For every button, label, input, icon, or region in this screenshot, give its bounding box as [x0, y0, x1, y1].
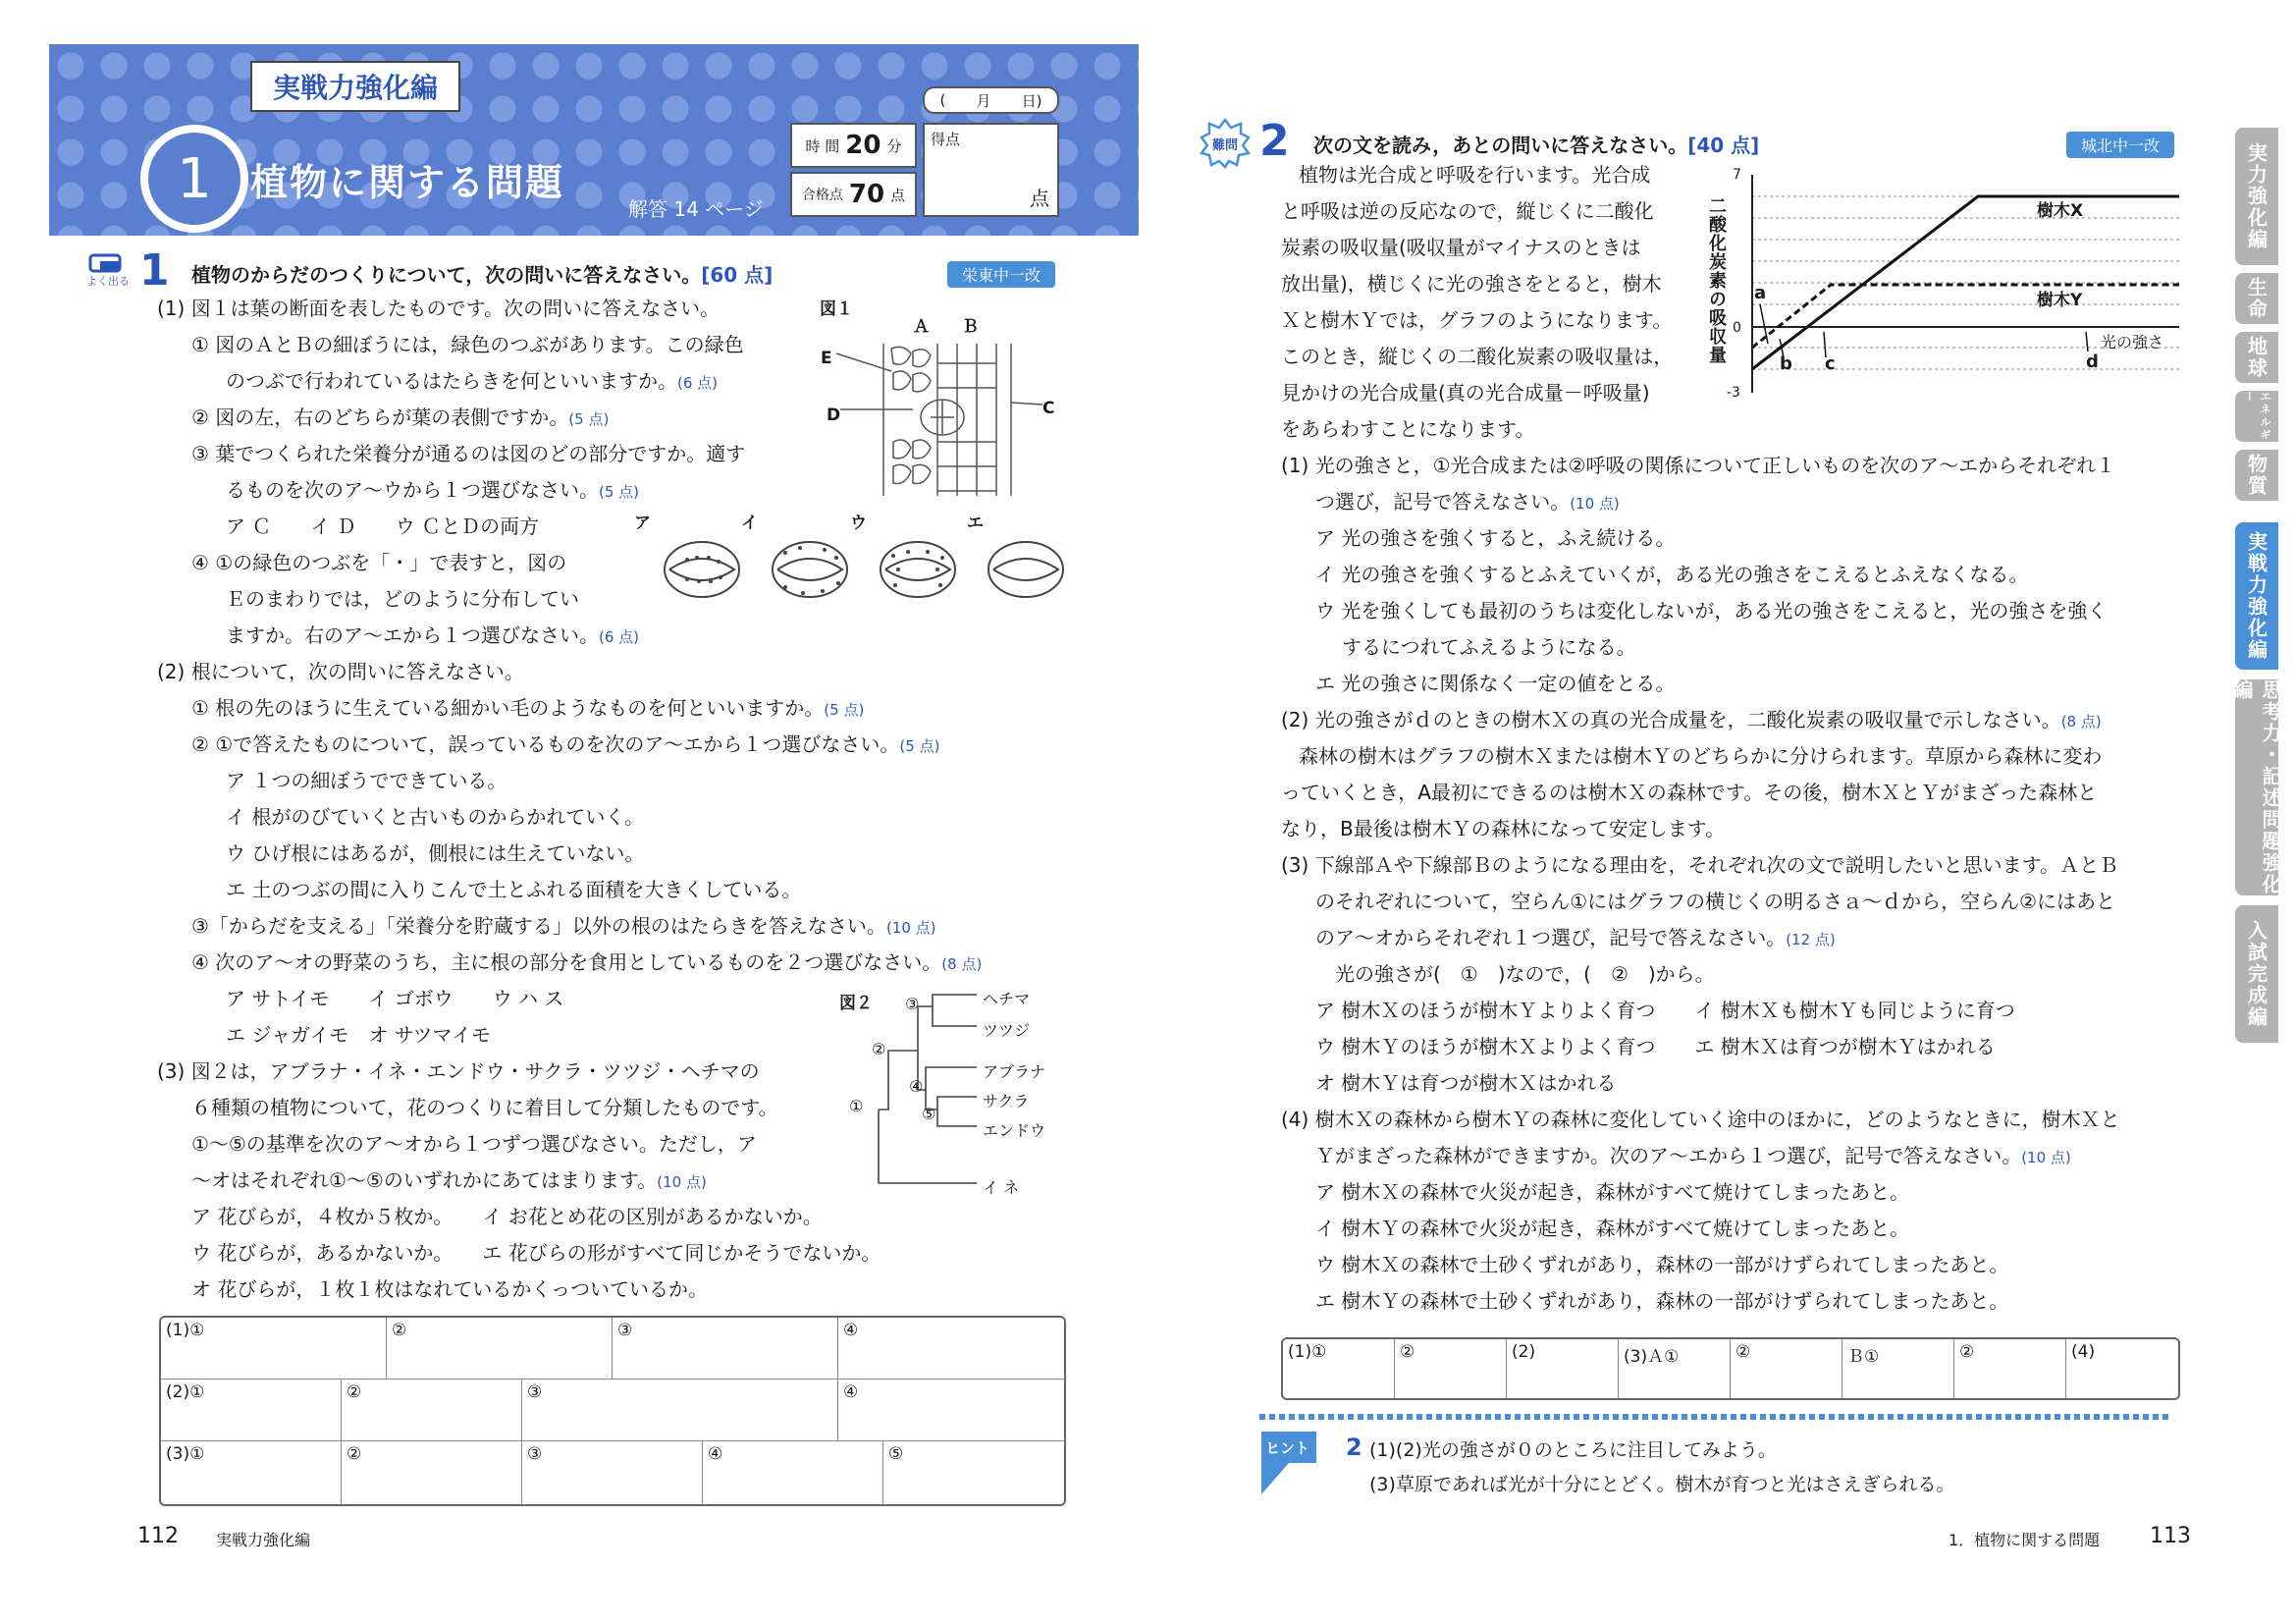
frequent-badge	[86, 253, 130, 289]
choice-u-label: ウ	[850, 514, 867, 533]
q1-line-7: ④ ①の緑色のつぶを「・」で表すと，図の	[191, 551, 567, 574]
graph-xlabel: 光の強さ	[2101, 333, 2164, 352]
q2-line-8: 森林の樹木はグラフの樹木Ｘまたは樹木Ｙのどちらかに分けられます。草原から森林に変わ	[1299, 744, 2103, 768]
q1-line-5-text: るものを次のア～ウから１つ選びなさい。	[226, 478, 599, 502]
q1-line-18-points: (8 点)	[941, 955, 983, 973]
figure-1-A: Ａ	[913, 317, 930, 337]
q1-line-4: ③ 葉でつくられた栄養分が通るのは図のどの部分ですか。適す	[191, 442, 746, 465]
q1-line-22: ６種類の植物について，花のつくりに着目して分類したものです。	[191, 1096, 778, 1119]
q2-line-0: (1) 光の強さと，①光合成または②呼吸の関係について正しいものを次のア～エからそれぞれ１	[1281, 454, 2116, 477]
question-1-source: 栄東中一改	[947, 261, 1055, 288]
q1-line-16: エ 土のつぶの間に入りこんで土とふれる面積を大きくしている。	[226, 878, 802, 901]
question-1-number: 1	[139, 245, 170, 296]
q1-line-17-points: (10 点)	[885, 919, 936, 937]
q2-line-15: ア 樹木Ｘのほうが樹木Ｙよりよく育つ イ 樹木Ｘも樹木Ｙも同じように育つ	[1315, 999, 2015, 1022]
q2-line-12: のそれぞれについて，空らん①にはグラフの横じくの明るさａ～ｄから，空らん②にはあと	[1315, 890, 2116, 913]
question-2-title-text: 次の文を読み，あとの問いに答えなさい。	[1313, 134, 1688, 157]
figure-2-tree	[839, 987, 1075, 1198]
answer-cell[interactable]: ②	[1395, 1339, 1507, 1398]
pass-label: 合格点	[801, 188, 843, 203]
q2-line-7-points: (8 点)	[2060, 713, 2102, 731]
answer-cell[interactable]: ②	[387, 1318, 613, 1380]
graph-series-x: 樹木X	[2037, 201, 2084, 221]
score-unit: 点	[1030, 187, 1049, 210]
answer-cell[interactable]: ③	[522, 1441, 703, 1504]
pass-value: 70	[848, 180, 885, 209]
q2-line-14: 光の強さが( ① )なので，( ② )から。	[1335, 962, 1715, 986]
tree-leaf-hechima: ヘチマ	[983, 990, 1031, 1008]
figure-1-B: Ｂ	[962, 317, 979, 337]
answer-cell[interactable]: (1)①	[161, 1318, 387, 1380]
q1-line-14: イ 根がのびていくと古いものからかれていく。	[226, 805, 644, 829]
right-page-number: 113	[2150, 1524, 2191, 1548]
q1-line-1: ① 図のＡとＢの細ぼうには，緑色のつぶがあります。この緑色	[191, 333, 744, 356]
q1-line-24-points: (10 点)	[657, 1173, 707, 1191]
q1-line-24-text: ～オはそれぞれ①～⑤のいずれかにあてはまります。	[191, 1168, 658, 1192]
hint-label: ヒント	[1265, 1439, 1310, 1457]
question-2-title	[1313, 130, 1759, 158]
q1-line-27: オ 花びらが，１枚１枚はなれているかくっついているか。	[191, 1277, 708, 1301]
q1-line-12-text: ② ①で答えたものについて，誤っているものを次のア～エから１つ選びなさい。	[191, 732, 900, 756]
question-2-points: [40 点]	[1687, 134, 1760, 157]
q1-line-9-points: (6 点)	[599, 628, 640, 646]
figure-1-leaf-section	[815, 295, 1070, 511]
q2-intro-0: 植物は光合成と呼吸を行います。光合成	[1299, 163, 1651, 187]
q1-line-3-text: ② 図の左，右のどちらが葉の表側ですか。	[191, 406, 569, 429]
q1-line-15: ウ ひげ根にはあるが，側根には生えていない。	[226, 841, 645, 865]
tree-leaf-ine: イ ネ	[983, 1178, 1020, 1197]
q2-intro-2: 炭素の吸収量(吸収量がマイナスのときは	[1281, 236, 1641, 259]
tree-leaf-aburana: アブラナ	[983, 1062, 1046, 1081]
tree-leaf-tsutsuji: ツツジ	[983, 1021, 1031, 1040]
q2-line-13	[1315, 920, 1836, 958]
q2-line-19-points: (10 点)	[2021, 1149, 2071, 1166]
graph-ylabel: 二酸化炭素の吸収量	[1706, 196, 1727, 364]
q2-intro-4: Ｘと樹木Ｙでは，グラフのようになります。	[1281, 308, 1673, 332]
q1-line-20: エ ジャガイモ オ サツマイモ	[226, 1023, 492, 1047]
time-value: 20	[845, 131, 881, 160]
difficult-badge	[1200, 118, 1251, 169]
right-footer-title: 1．植物に関する問題	[1949, 1531, 2101, 1549]
time-label: 時 間	[805, 136, 840, 155]
date-field[interactable]	[923, 86, 1059, 114]
hint-dotted-rule	[1259, 1414, 2172, 1420]
answer-cell[interactable]: ③	[522, 1380, 838, 1441]
hint-line-1: (1)(2)光の強さが０のところに注目してみよう。	[1369, 1439, 1777, 1461]
answer-cell[interactable]: ⑤	[888, 1444, 904, 1464]
tree-node-2: ②	[872, 1040, 886, 1058]
choice-e-label: エ	[967, 514, 984, 533]
q1-line-3	[191, 400, 609, 438]
unit-title: 植物に関する問題	[250, 161, 565, 204]
q1-line-6: ア Ｃ イ Ｄ ウ ＣとＤの両方	[226, 514, 540, 538]
question-1-answer-table	[159, 1316, 1066, 1506]
q1-line-5	[226, 472, 639, 511]
stoma-choices	[628, 509, 1070, 617]
tree-leaf-endou: エンドウ	[983, 1121, 1046, 1140]
side-tab-jissenryoku[interactable]: 実戦力強化編	[2235, 522, 2278, 670]
q1-line-0: (1) 図１は葉の断面を表したものです。次の問いに答えなさい。	[157, 297, 721, 320]
figure-1-D: D	[827, 406, 841, 425]
q2-line-1	[1315, 484, 1620, 522]
q2-line-16: ウ 樹木Ｙのほうが樹木Ｘよりよく育つ エ 樹木Ｘは育つが樹木Ｙはかれる	[1315, 1035, 1996, 1058]
score-field[interactable]	[923, 123, 1059, 217]
answer-cell[interactable]: ③	[613, 1318, 838, 1380]
time-unit: 分	[886, 136, 902, 155]
graph-mark-d: d	[2086, 352, 2099, 372]
q1-line-12-points: (5 点)	[899, 737, 940, 755]
q1-line-23: ①～⑤の基準を次のア～オから１つずつ選びなさい。ただし，ア	[191, 1132, 757, 1156]
pass-unit: 点	[890, 186, 906, 204]
answer-page-ref: 解答 14 ページ	[628, 197, 764, 221]
q1-line-11	[191, 690, 864, 729]
graph-y-bottom: -3	[1727, 385, 1740, 401]
choice-i-label: イ	[741, 514, 758, 533]
q1-line-18-text: ④ 次のア～オの野菜のうち，主に根の部分を食用としているものを２つ選びなさい。	[191, 950, 942, 974]
question-1-points: [60 点]	[701, 263, 774, 287]
q2-line-2: ア 光の強さを強くすると，ふえ続ける。	[1315, 526, 1676, 550]
q1-line-2	[226, 363, 718, 402]
side-tab-nyushi[interactable]: 入試完成編	[2235, 905, 2278, 1043]
q2-line-17: オ 樹木Ｙは育つが樹木Ｘはかれる	[1315, 1071, 1617, 1095]
q1-line-19: ア サトイモ イ ゴボウ ウ ハ ス	[226, 987, 564, 1010]
question-1-title	[191, 259, 773, 288]
tree-lines	[839, 987, 1075, 1198]
side-tab-busshitsu[interactable]: 物質	[2235, 450, 2278, 501]
co2-absorption-graph	[1703, 167, 2184, 403]
choice-a-label: ア	[634, 514, 651, 533]
q2-intro-7: をあらわすことになります。	[1281, 417, 1535, 441]
passing-score-box	[790, 172, 917, 217]
answer-cell[interactable]: ④	[838, 1380, 1064, 1441]
q2-line-19-text: Ｙがまざった森林ができますか。次のア～エから１つ選び，記号で答えなさい。	[1315, 1144, 2022, 1167]
q1-line-5-points: (5 点)	[599, 483, 640, 501]
q2-intro-6: 見かけの光合成量(真の光合成量－呼吸量)	[1281, 381, 1650, 405]
leaf-section-drawing	[815, 295, 1070, 511]
q2-intro-3: 放出量)，横じくに光の強さをとると，樹木	[1281, 272, 1662, 296]
left-footer-title: 実戦力強化編	[216, 1531, 311, 1549]
answer-cell[interactable]: ②	[1954, 1339, 2066, 1398]
tree-leaf-sakura: サクラ	[983, 1092, 1030, 1110]
time-limit-box	[790, 123, 917, 168]
q1-line-21: (3) 図２は，アブラナ・イネ・エンドウ・サクラ・ツツジ・ヘチマの	[157, 1059, 760, 1083]
answer-cell[interactable]: (2)①	[161, 1380, 342, 1441]
q2-line-10: なり，B最後は樹木Ｙの森林になって安定します。	[1281, 817, 1726, 840]
q1-line-24	[191, 1163, 707, 1201]
stoma-drawings	[628, 509, 1070, 617]
difficult-badge-label: 難問	[1211, 138, 1238, 153]
q1-line-10: (2) 根について，次の問いに答えなさい。	[157, 660, 524, 683]
q1-line-18	[191, 945, 982, 983]
answer-cell[interactable]: (4)	[2071, 1342, 2096, 1362]
question-2-number: 2	[1259, 116, 1290, 166]
question-1-title-text: 植物のからだのつくりについて，次の問いに答えなさい。	[191, 263, 702, 287]
q1-line-17-text: ③「からだを支える」「栄養分を貯蔵する」以外の根のはたらきを答えなさい。	[191, 914, 886, 938]
q2-line-9: っていくとき，A最初にできるのは樹木Ｘの森林です。その後，樹木ＸとＹがまざった森林と	[1281, 781, 2098, 804]
q2-line-18: (4) 樹木Ｘの森林から樹木Ｙの森林に変化していく途中のほかに，どのようなときに，樹木Ｘと	[1281, 1108, 2120, 1131]
q1-line-9	[226, 618, 639, 656]
date-open: (	[939, 91, 946, 109]
q2-line-3: イ 光の強さを強くするとふえていくが，ある光の強さをこえるとふえなくなる。	[1315, 563, 2029, 586]
q1-line-13: ア １つの細ぼうでできている。	[226, 769, 507, 792]
q2-line-22: ウ 樹木Ｘの森林で土砂くずれがあり，森林の一部がけずられてしまったあと。	[1315, 1253, 2009, 1276]
q2-line-1-points: (10 点)	[1570, 495, 1620, 513]
q1-line-11-points: (5 点)	[824, 701, 865, 719]
graph-series-y: 樹木Y	[2037, 291, 2083, 310]
figure-1-C: C	[1042, 399, 1055, 418]
tree-node-1: ①	[849, 1097, 864, 1115]
q2-line-7	[1281, 702, 2102, 740]
graph-y-zero: 0	[1733, 320, 1741, 336]
tree-node-5: ⑤	[922, 1105, 936, 1123]
date-month: 月	[976, 91, 991, 110]
q1-line-25: ア 花びらが，４枚か５枚か。 イ お花とめ花の区別があるかないか。	[191, 1205, 823, 1228]
hint-number: 2	[1346, 1434, 1362, 1461]
q1-line-9-text: ますか。右のア～エから１つ選びなさい。	[226, 623, 599, 647]
graph-mark-c: c	[1825, 353, 1836, 374]
q2-intro-1: と呼吸は逆の反応なので，縦じくに二酸化	[1281, 199, 1654, 223]
question-2-answer-table	[1281, 1337, 2180, 1400]
graph-mark-b: b	[1780, 353, 1792, 374]
frequent-badge-label: よく出る	[86, 275, 130, 288]
figure-1-E: E	[821, 349, 832, 368]
unit-number-circle: 1	[140, 125, 248, 233]
answer-cell[interactable]: ②	[1731, 1339, 1842, 1398]
q1-line-12	[191, 727, 939, 765]
q2-intro-5: このとき，縦じくの二酸化炭素の吸収量は，	[1281, 345, 1674, 368]
side-tab-chikyu[interactable]: 地球	[2235, 332, 2278, 383]
graph-plot	[1703, 167, 2184, 403]
q2-line-19	[1315, 1138, 2071, 1176]
side-tab-shikouryoku[interactable]: 思考力・記述問題強化編	[2230, 679, 2282, 895]
q2-line-6: エ 光の強さに関係なく一定の値をとる。	[1315, 672, 1676, 695]
section-tag: 実戦力強化編	[250, 61, 460, 112]
q1-line-11-text: ① 根の先のほうに生えている細かい毛のようなものを何といいますか。	[191, 696, 825, 720]
figure-1-label: 図１	[820, 299, 853, 319]
side-tab-seimei[interactable]: 生命	[2235, 273, 2278, 324]
q2-line-4: ウ 光を強くしても最初のうちは変化しないが，ある光の強さをこえると，光の強さを強く	[1315, 599, 2108, 623]
score-label: 得点	[931, 131, 961, 148]
q1-line-26: ウ 花びらが，あるかないか。 エ 花びらの形がすべて同じかそうでないか。	[191, 1241, 881, 1265]
graph-mark-a: a	[1754, 283, 1767, 303]
answer-cell[interactable]: ②	[342, 1380, 522, 1441]
answer-cell[interactable]: (3)Ａ①	[1619, 1339, 1731, 1398]
answer-cell[interactable]: ②	[342, 1441, 522, 1504]
q2-line-11: (3) 下線部Ａや下線部Ｂのようになる理由を，それぞれ次の文で説明したいと思います。ＡとＢ	[1281, 853, 2119, 877]
answer-cell[interactable]: Ｂ①	[1842, 1339, 1954, 1398]
q1-line-17	[191, 908, 936, 947]
q2-line-23: エ 樹木Ｙの森林で土砂くずれがあり，森林の一部がけずられてしまったあと。	[1315, 1289, 2009, 1313]
answer-cell[interactable]: (1)①	[1283, 1339, 1395, 1398]
q2-line-21: イ 樹木Ｙの森林で火災が起き，森林がすべて焼けてしまったあと。	[1315, 1217, 1910, 1240]
hint-line-2: (3)草原であれば光が十分にとどく。樹木が育つと光はさえぎられる。	[1369, 1474, 1955, 1495]
left-page-number: 112	[137, 1524, 179, 1548]
tree-node-3: ③	[905, 995, 920, 1013]
side-tab-energy[interactable]: エネルギー	[2235, 391, 2278, 442]
hint-box	[1259, 1414, 2172, 1502]
figure-2-label: 図２	[839, 994, 873, 1013]
q1-line-8: Ｅのまわりでは，どのように分布してい	[226, 587, 579, 611]
answer-cell[interactable]: ④	[838, 1318, 1064, 1380]
q1-line-2-points: (6 点)	[677, 374, 719, 392]
graph-y-top: 7	[1733, 167, 1741, 183]
tree-node-4: ④	[909, 1077, 924, 1096]
q2-line-7-text: (2) 光の強さがｄのときの樹木Ｘの真の光合成量を，二酸化炭素の吸収量で示しなさい。	[1281, 708, 2061, 731]
answer-cell[interactable]: (3)①	[161, 1441, 342, 1504]
q1-line-2-text: のつぶで行われているはたらきを何といいますか。	[226, 369, 677, 393]
date-day: 日)	[1021, 91, 1042, 110]
side-tab-jitsuryoku[interactable]: 実力強化編	[2235, 128, 2278, 265]
q2-line-5: するにつれてふえるようになる。	[1342, 635, 1636, 659]
q2-line-13-points: (12 点)	[1786, 931, 1836, 948]
question-2-source: 城北中一改	[2066, 132, 2174, 158]
q2-line-13-text: のア～オからそれぞれ１つ選び，記号で答えなさい。	[1315, 926, 1787, 949]
answer-cell[interactable]: (2)	[1507, 1339, 1619, 1398]
answer-cell[interactable]: ④	[703, 1441, 883, 1504]
q2-line-1-text: つ選び，記号で答えなさい。	[1315, 490, 1571, 514]
q2-line-20: ア 樹木Ｘの森林で火災が起き，森林がすべて焼けてしまったあと。	[1315, 1180, 1910, 1204]
q1-line-3-points: (5 点)	[568, 410, 610, 428]
